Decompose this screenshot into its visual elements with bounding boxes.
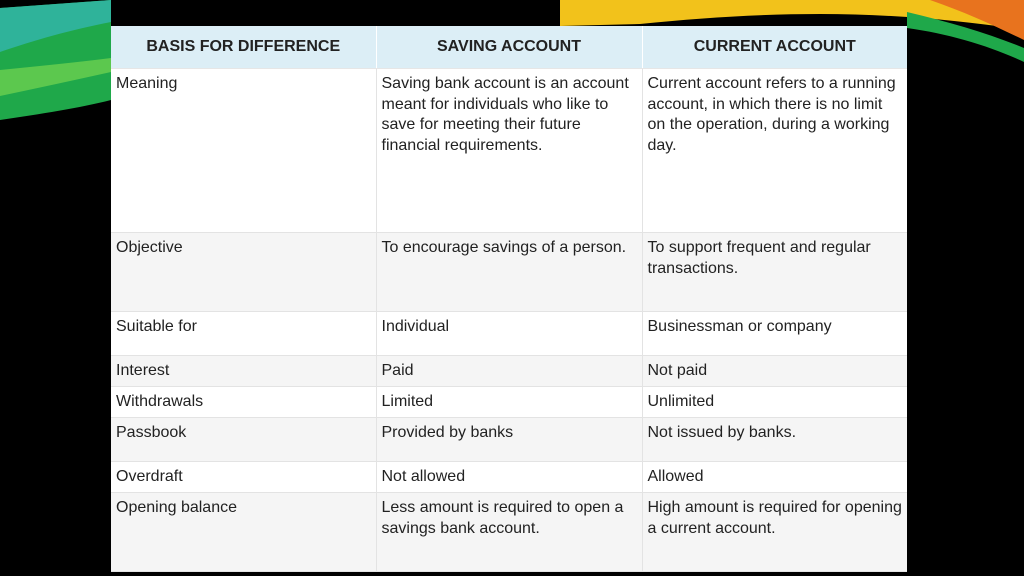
header-basis: BASIS FOR DIFFERENCE xyxy=(111,26,376,69)
cell-current: Allowed xyxy=(642,462,907,493)
cell-basis: Meaning xyxy=(111,69,376,233)
cell-saving: Saving bank account is an account meant for individuals who like to save for meeting their future financial requirements. xyxy=(376,69,642,233)
cell-current: Not paid xyxy=(642,356,907,387)
table-row-objective xyxy=(111,233,907,312)
table-row-suitable-for xyxy=(111,312,907,356)
cell-current: Not issued by banks. xyxy=(642,418,907,462)
cell-saving: Less amount is required to open a savings bank account. xyxy=(376,493,642,572)
table-header-row xyxy=(111,26,907,69)
cell-saving: Limited xyxy=(376,387,642,418)
cell-saving: Provided by banks xyxy=(376,418,642,462)
cell-current: Businessman or company xyxy=(642,312,907,356)
cell-current: Current account refers to a running account, in which there is no limit on the operation, during a working day. xyxy=(642,69,907,233)
cell-basis: Objective xyxy=(111,233,376,312)
cell-saving: Individual xyxy=(376,312,642,356)
header-saving-account: SAVING ACCOUNT xyxy=(376,26,642,69)
cell-current: High amount is required for opening a current account. xyxy=(642,493,907,572)
cell-basis: Opening balance xyxy=(111,493,376,572)
cell-saving: To encourage savings of a person. xyxy=(376,233,642,312)
comparison-table xyxy=(111,26,907,572)
table-row-interest xyxy=(111,356,907,387)
table-row-meaning xyxy=(111,69,907,233)
cell-basis: Overdraft xyxy=(111,462,376,493)
table-row-withdrawals xyxy=(111,387,907,418)
cell-basis: Passbook xyxy=(111,418,376,462)
cell-saving: Paid xyxy=(376,356,642,387)
table-row-opening-balance xyxy=(111,493,907,572)
cell-basis: Suitable for xyxy=(111,312,376,356)
cell-basis: Interest xyxy=(111,356,376,387)
table-row-passbook xyxy=(111,418,907,462)
cell-current: To support frequent and regular transactions. xyxy=(642,233,907,312)
table-row-overdraft xyxy=(111,462,907,493)
cell-saving: Not allowed xyxy=(376,462,642,493)
header-current-account: CURRENT ACCOUNT xyxy=(642,26,907,69)
cell-basis: Withdrawals xyxy=(111,387,376,418)
cell-current: Unlimited xyxy=(642,387,907,418)
